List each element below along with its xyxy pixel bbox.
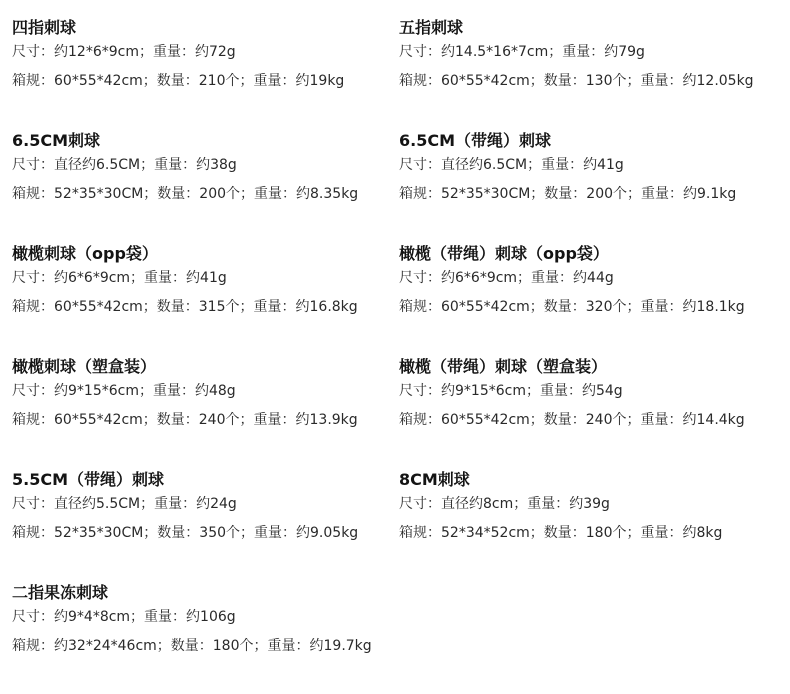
product-carton-line: 箱规：60*55*42cm；数量：210个；重量：约19kg — [12, 73, 345, 89]
product-carton-line: 箱规：52*35*30CM；数量：200个；重量：约8.35kg — [12, 186, 359, 202]
product-block — [399, 468, 779, 581]
product-grid — [12, 16, 779, 694]
product-carton-line: 箱规：52*35*30CM；数量：200个；重量：约9.1kg — [399, 186, 737, 202]
product-title: 四指刺球 — [12, 18, 77, 37]
product-title: 二指果冻刺球 — [12, 583, 109, 602]
product-size-line: 尺寸：约9*15*6cm；重量：约54g — [399, 383, 623, 399]
product-size-line: 尺寸：约6*6*9cm；重量：约44g — [399, 270, 614, 286]
product-block — [12, 242, 399, 355]
product-title: 5.5CM（带绳）刺球 — [12, 470, 165, 489]
product-size-line: 尺寸：约6*6*9cm；重量：约41g — [12, 270, 227, 286]
product-size-line: 尺寸：直径约5.5CM；重量：约24g — [12, 496, 237, 512]
product-block — [399, 355, 779, 468]
product-block — [12, 16, 399, 129]
product-block — [12, 468, 399, 581]
product-size-line: 尺寸：直径约6.5CM；重量：约41g — [399, 157, 624, 173]
product-size-line: 尺寸：直径约6.5CM；重量：约38g — [12, 157, 237, 173]
product-block — [12, 581, 399, 694]
product-block — [399, 129, 779, 242]
product-title: 6.5CM刺球 — [12, 131, 101, 150]
product-block — [399, 242, 779, 355]
product-size-line: 尺寸：约12*6*9cm；重量：约72g — [12, 44, 236, 60]
product-title: 橄榄刺球（opp袋） — [12, 244, 158, 263]
product-carton-line: 箱规：52*35*30CM；数量：350个；重量：约9.05kg — [12, 525, 359, 541]
product-carton-line: 箱规：60*55*42cm；数量：130个；重量：约12.05kg — [399, 73, 754, 89]
product-block — [12, 355, 399, 468]
product-title: 8CM刺球 — [399, 470, 470, 489]
product-carton-line: 箱规：60*55*42cm；数量：240个；重量：约14.4kg — [399, 412, 745, 428]
product-size-line: 尺寸：约9*4*8cm；重量：约106g — [12, 609, 236, 625]
product-title: 橄榄（带绳）刺球（塑盒装） — [399, 357, 608, 376]
product-title: 橄榄（带绳）刺球（opp袋） — [399, 244, 609, 263]
product-carton-line: 箱规：52*34*52cm；数量：180个；重量：约8kg — [399, 525, 723, 541]
product-carton-line: 箱规：60*55*42cm；数量：315个；重量：约16.8kg — [12, 299, 358, 315]
product-title: 6.5CM（带绳）刺球 — [399, 131, 552, 150]
product-title: 五指刺球 — [399, 18, 464, 37]
product-size-line: 尺寸：约9*15*6cm；重量：约48g — [12, 383, 236, 399]
product-carton-line: 箱规：60*55*42cm；数量：240个；重量：约13.9kg — [12, 412, 358, 428]
product-size-line: 尺寸：直径约8cm；重量：约39g — [399, 496, 610, 512]
product-title: 橄榄刺球（塑盒装） — [12, 357, 157, 376]
product-carton-line: 箱规：约32*24*46cm；数量：180个；重量：约19.7kg — [12, 638, 372, 654]
product-carton-line: 箱规：60*55*42cm；数量：320个；重量：约18.1kg — [399, 299, 745, 315]
product-block — [399, 16, 779, 129]
product-block — [12, 129, 399, 242]
product-size-line: 尺寸：约14.5*16*7cm；重量：约79g — [399, 44, 645, 60]
